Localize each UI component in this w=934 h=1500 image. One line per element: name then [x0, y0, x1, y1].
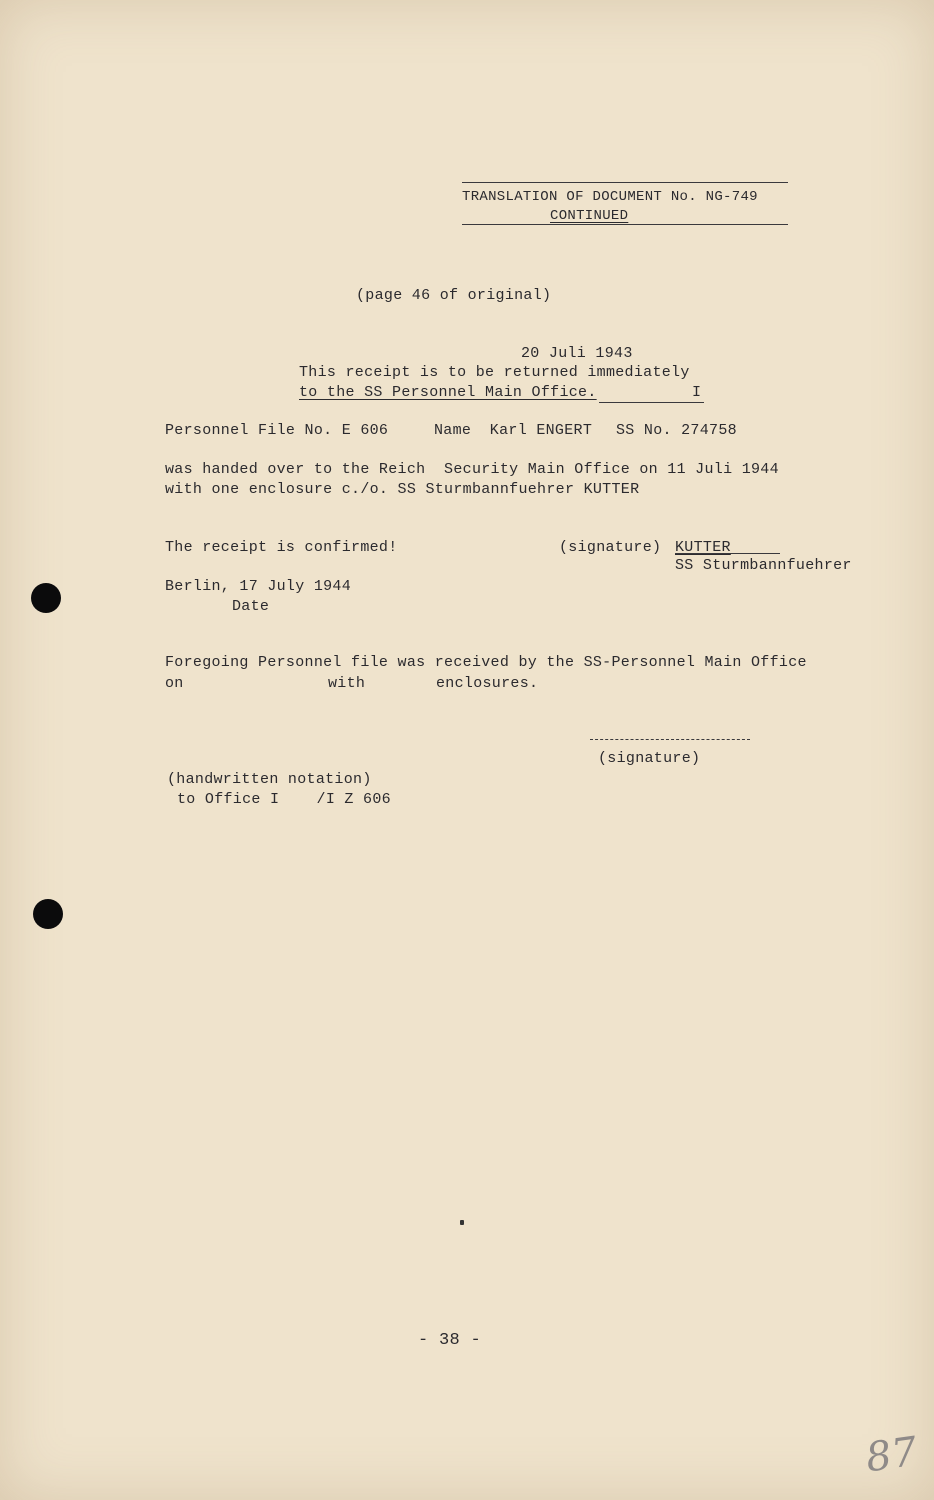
header-rule-top [462, 182, 788, 183]
header-rule-bottom [462, 224, 788, 225]
ink-mark [460, 1220, 464, 1225]
handover-line-2: with one enclosure c./o. SS Sturmbannfuehrer KUTTER [165, 481, 640, 498]
signature-name: KUTTER [675, 539, 731, 556]
receipt-line-2: to the SS Personnel Main Office. [299, 384, 597, 401]
signature-label: (signature) [559, 539, 662, 556]
document-title: TRANSLATION OF DOCUMENT No. NG-749 [462, 189, 758, 205]
signature-rank: SS Sturmbannfuehrer [675, 557, 852, 574]
receipt-date: 20 Juli 1943 [521, 345, 633, 362]
document-subtitle: CONTINUED [550, 208, 629, 224]
receipt-underline [599, 402, 704, 403]
date-label: Date [232, 598, 270, 615]
page-reference: (page 46 of original) [356, 287, 552, 304]
signature-2-label: (signature) [598, 750, 701, 767]
signature-dashed-line [590, 739, 750, 740]
handover-line-1: was handed over to the Reich Security Main Office on 11 Juli 1944 [165, 461, 779, 478]
page-number: - 38 - [418, 1331, 482, 1350]
place-date: Berlin, 17 July 1944 [165, 578, 352, 595]
handwritten-notation-label: (handwritten notation) [167, 771, 372, 788]
received-on-label: on [165, 675, 184, 692]
handwritten-notation-text: to Office I /I Z 606 [177, 791, 391, 808]
confirmation-text: The receipt is confirmed! [165, 539, 398, 556]
person-name: Name Karl ENGERT [434, 422, 593, 439]
handwritten-page-number: 87 [863, 1428, 921, 1482]
receipt-mark: I [692, 384, 702, 401]
received-line-1: Foregoing Personnel file was received by the SS-Personnel Main Office [165, 654, 807, 671]
punch-hole-bottom [33, 899, 63, 929]
receipt-line-1: This receipt is to be returned immediately [299, 364, 690, 381]
personnel-file-number: Personnel File No. E 606 [165, 422, 389, 439]
received-enclosures-label: enclosures. [436, 675, 539, 692]
ss-number: SS No. 274758 [616, 422, 737, 439]
signature-line [675, 553, 780, 554]
punch-hole-top [31, 583, 61, 613]
received-with-label: with [328, 675, 366, 692]
